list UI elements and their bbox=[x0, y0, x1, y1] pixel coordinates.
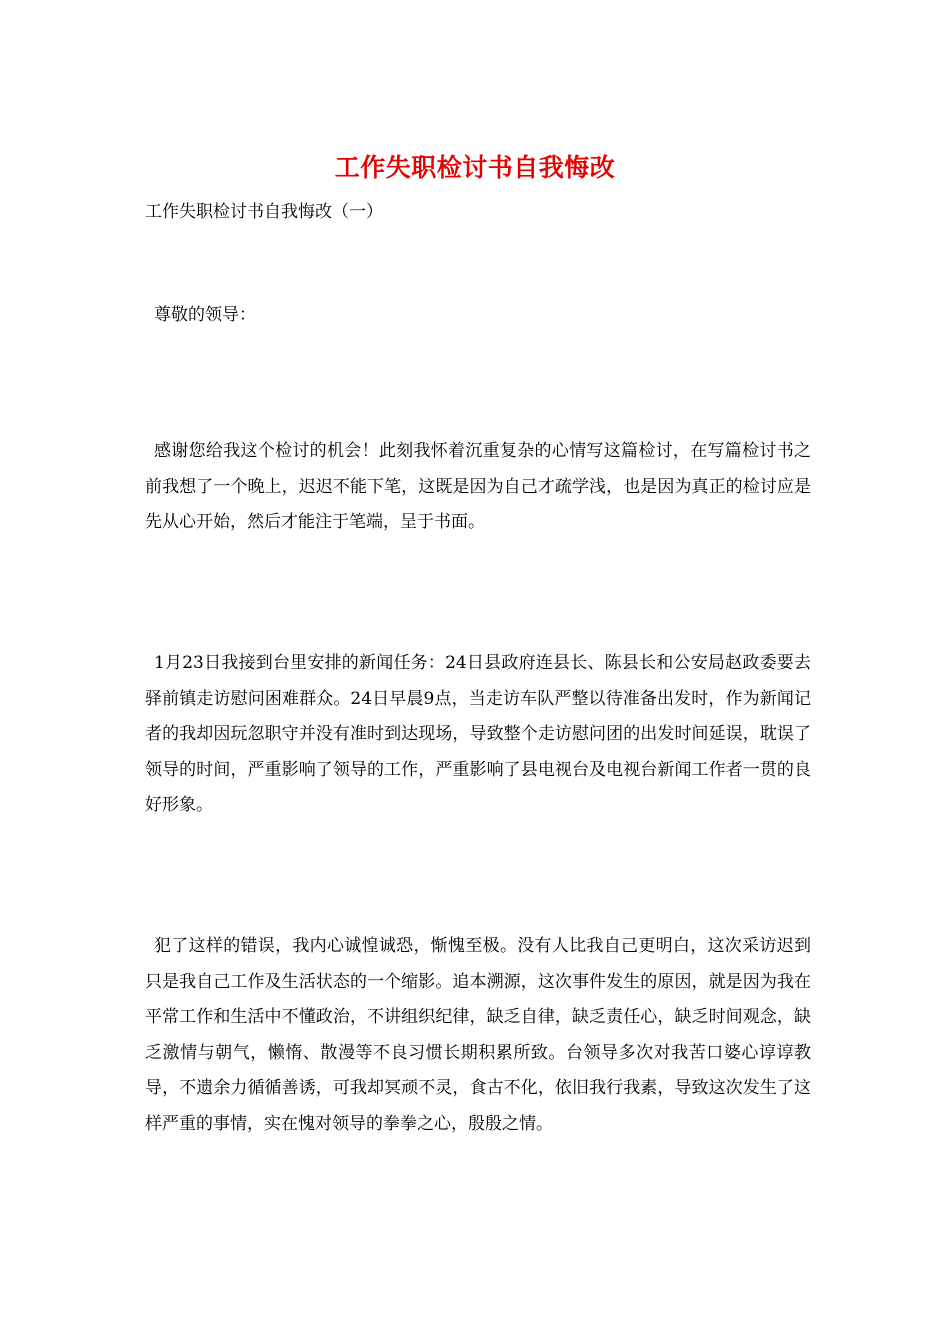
document-subtitle: 工作失职检讨书自我悔改（一） bbox=[145, 202, 383, 222]
paragraph-1: 感谢您给我这个检讨的机会！此刻我怀着沉重复杂的心情写这篇检讨，在写篇检讨书之前我想了一个晚上，迟迟不能下笔，这既是因为自己才疏学浅，也是因为真正的检讨应是先从心开始，然后才能注于笔端，呈于书面。 bbox=[145, 441, 811, 532]
document-title: 工作失职检讨书自我悔改 bbox=[334, 153, 616, 182]
paragraph-2: 1月23日我接到台里安排的新闻任务：24日县政府连县长、陈县长和公安局赵政委要去驿前镇走访慰问困难群众。24日早晨9点，当走访车队严整以待准备出发时，作为新闻记者的我却因玩忽职守并没有准时到达现场，导致整个走访慰问团的出发时间延误，耽误了领导的时间，严重影响了领导的工作，严重影响了县电视台及电视台新闻工作者一贯的良好形象。 bbox=[145, 653, 811, 815]
paragraph-3: 犯了这样的错误，我内心诚惶诚恐，惭愧至极。没有人比我自己更明白，这次采访迟到只是我自己工作及生活状态的一个缩影。追本溯源，这次事件发生的原因，就是因为我在平常工作和生活中不懂政治，不讲组织纪律，缺乏自律，缺乏责任心，缺乏时间观念，缺乏激情与朝气，懒惰、散漫等不良习惯长期积累所致。台领导多次对我苦口婆心谆谆教导，不遗余力循循善诱，可我却冥顽不灵，食古不化，依旧我行我素，导致这次发生了这样严重的事情，实在愧对领导的拳拳之心，殷殷之情。 bbox=[145, 936, 811, 1134]
greeting: 尊敬的领导： bbox=[154, 305, 256, 325]
